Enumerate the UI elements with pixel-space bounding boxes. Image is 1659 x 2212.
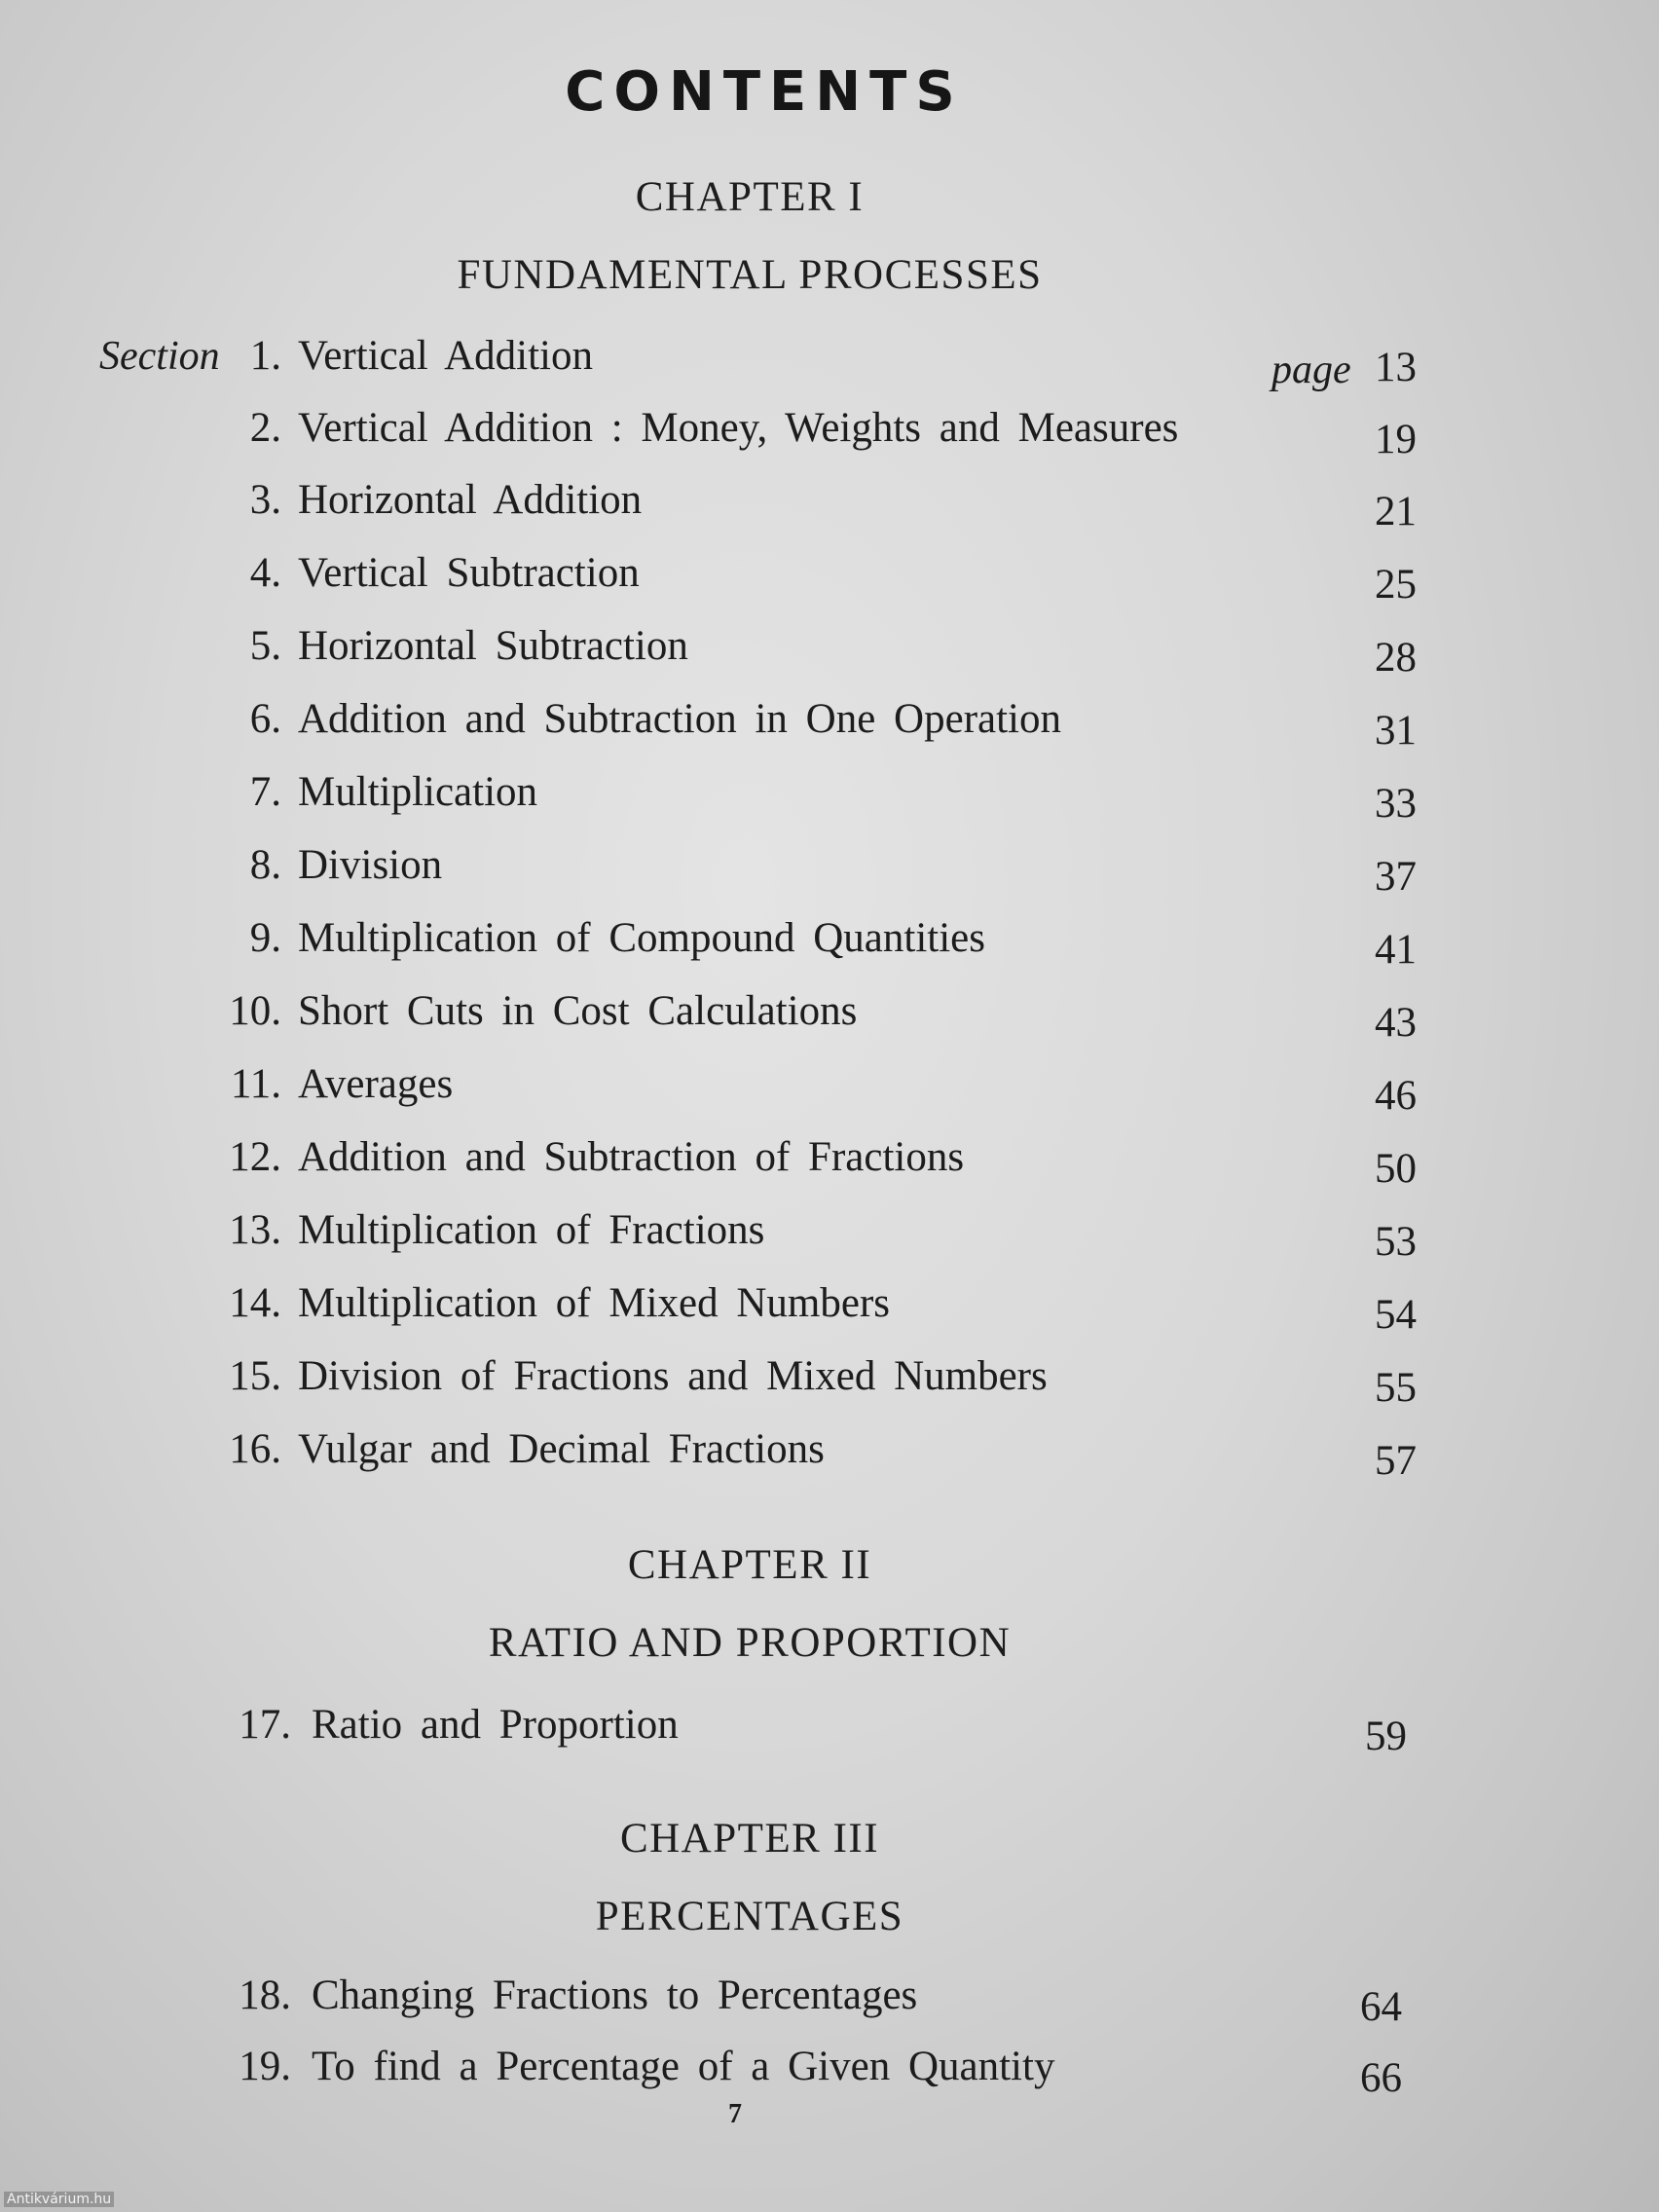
entry-page: 21 [1375, 489, 1417, 535]
entry-title: Changing Fractions to Percentages [312, 1972, 918, 2018]
entry-page: 50 [1375, 1146, 1417, 1192]
entry-number: 7. [249, 769, 281, 815]
toc-entry [0, 1967, 1659, 2030]
toc-entry [0, 617, 1659, 681]
toc-entry [0, 327, 1659, 390]
entry-title: Division [298, 842, 443, 888]
watermark: Antikvárium.hu [4, 2192, 114, 2207]
entry-page: 43 [1375, 1000, 1417, 1046]
entry-title: Addition and Subtraction of Fractions [298, 1134, 965, 1180]
entry-page: 59 [1365, 1714, 1407, 1759]
toc-entry [0, 399, 1659, 462]
chapter-3-label: CHAPTER III [619, 1816, 880, 1862]
entry-number: 11. [230, 1061, 281, 1107]
toc-entry [0, 1696, 1659, 1759]
entry-title: Vertical Addition : Money, Weights and Measures [298, 405, 1179, 451]
entry-title: Multiplication of Fractions [298, 1207, 765, 1253]
toc-entry [0, 1420, 1659, 1484]
toc-entry [0, 1274, 1659, 1338]
entry-title: Averages [298, 1061, 454, 1107]
entry-number: 13. [229, 1207, 281, 1253]
entry-page: 66 [1360, 2055, 1402, 2101]
entry-number: 9. [249, 915, 281, 961]
entry-title: Multiplication [298, 769, 538, 815]
entry-page: 64 [1360, 1984, 1402, 2030]
entry-number: 16. [229, 1426, 281, 1472]
entry-number: 10. [229, 988, 281, 1034]
entry-title: Horizontal Addition [298, 477, 643, 523]
entry-page: 19 [1375, 417, 1417, 462]
entry-number: 18. [239, 1972, 291, 2018]
entry-title: Multiplication of Mixed Numbers [298, 1280, 891, 1326]
entry-title: Division of Fractions and Mixed Numbers [298, 1353, 1048, 1399]
entry-page: 54 [1375, 1292, 1417, 1338]
page-title: CONTENTS [565, 60, 964, 124]
toc-entry [0, 1128, 1659, 1192]
entry-page: 37 [1375, 854, 1417, 900]
entry-page: 28 [1375, 635, 1417, 681]
entry-page: 13 [1375, 345, 1417, 390]
entry-title: Addition and Subtraction in One Operation [298, 696, 1061, 742]
toc-entry [0, 1347, 1659, 1411]
entry-page: 53 [1375, 1219, 1417, 1265]
entry-number: 2. [249, 405, 281, 451]
entry-number: 12. [229, 1134, 281, 1180]
chapter-1-label: CHAPTER I [635, 174, 865, 220]
toc-entry [0, 2038, 1659, 2101]
entry-number: 3. [249, 477, 281, 523]
entry-number: 5. [249, 623, 281, 669]
entry-page: 55 [1375, 1365, 1417, 1411]
entry-page: 41 [1375, 927, 1417, 973]
entry-number: 8. [249, 842, 281, 888]
entry-number: 1. [249, 333, 281, 379]
entry-title: Short Cuts in Cost Calculations [298, 988, 858, 1034]
entry-title: Vertical Subtraction [298, 550, 640, 596]
toc-entry [0, 763, 1659, 827]
page-number: 7 [728, 2099, 742, 2129]
chapter-2-label: CHAPTER II [627, 1542, 872, 1588]
chapter-3-title: PERCENTAGES [595, 1894, 904, 1939]
entry-page: 31 [1375, 708, 1417, 754]
toc-entry [0, 909, 1659, 973]
toc-entry [0, 836, 1659, 900]
entry-title: Horizontal Subtraction [298, 623, 688, 669]
page-column-label: page [1272, 348, 1351, 392]
entry-number: 4. [249, 550, 281, 596]
entry-title: Ratio and Proportion [312, 1702, 679, 1748]
chapter-1-title: FUNDAMENTAL PROCESSES [457, 252, 1043, 298]
entry-number: 15. [229, 1353, 281, 1399]
entry-title: Vertical Addition [298, 333, 593, 379]
entry-title: Multiplication of Compound Quantities [298, 915, 985, 961]
section-column-label: Section [99, 334, 220, 379]
toc-entry [0, 1201, 1659, 1265]
entry-number: 17. [239, 1702, 291, 1748]
toc-entry [0, 982, 1659, 1046]
entry-page: 33 [1375, 781, 1417, 827]
entry-page: 57 [1375, 1438, 1417, 1484]
toc-entry [0, 1055, 1659, 1119]
entry-page: 25 [1375, 562, 1417, 608]
entry-number: 6. [249, 696, 281, 742]
entry-title: Vulgar and Decimal Fractions [298, 1426, 825, 1472]
toc-entry [0, 690, 1659, 754]
entry-number: 14. [229, 1280, 281, 1326]
entry-page: 46 [1375, 1073, 1417, 1119]
chapter-2-title: RATIO AND PROPORTION [488, 1620, 1012, 1666]
toc-entry [0, 544, 1659, 608]
toc-entry [0, 471, 1659, 535]
entry-number: 19. [239, 2044, 291, 2089]
entry-title: To find a Percentage of a Given Quantity [312, 2044, 1055, 2089]
